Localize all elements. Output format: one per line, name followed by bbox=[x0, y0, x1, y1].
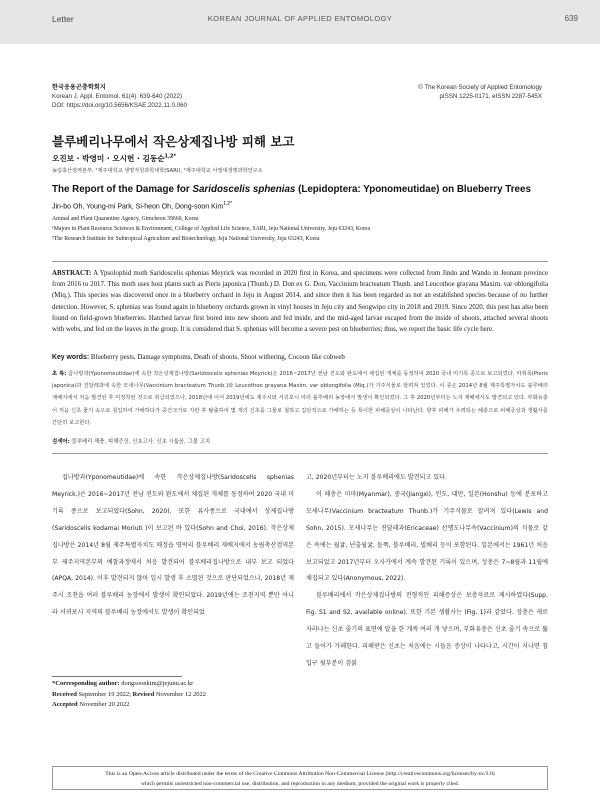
title-english-species: Saridoscelis sphenias bbox=[192, 184, 296, 195]
citation-block bbox=[52, 83, 187, 110]
issn: pISSN 1225-0171, eISSN 2287-545X bbox=[439, 93, 542, 100]
title-korean: 블루베리나무에서 작은상제집나방 피해 보고 bbox=[52, 134, 295, 149]
body-paragraph bbox=[306, 487, 548, 588]
title-english bbox=[52, 184, 531, 195]
affiliation-line: Animal and Plant Quarantine Agency, Gimcheon 39660, Korea bbox=[52, 216, 199, 222]
divider bbox=[52, 261, 548, 262]
accepted-date: November 20 2022 bbox=[79, 701, 130, 708]
keywords-korean-text: 블루베리 해충, 피해증상, 신초고사, 신초 시듦음, 그물 고치 bbox=[69, 439, 211, 445]
title-english-pre: The Report of the Damage for bbox=[52, 184, 193, 195]
authors-english bbox=[52, 201, 232, 210]
keywords-korean bbox=[52, 437, 210, 445]
body-paragraph-text: 블루베리에서 작은상제집나방의 전형적인 피해증상은 보충자료로 제시하였다(Supp. Fig. S1 and S2, available online). 또한 기본 생활사는 (Fig. 1)과 같았다. 성충은 새로 자라나는 신초 줄기의 표면에 알을 한 개씩 여러 개 낳으며, 부화유충은 신초 줄기 속으로 뚫고 들어가 가해한다. 피해받은 신초는 처음에는 시들음 증상이 나타나고, 시간이 지나면 침입구 윗부분이 검붉 bbox=[306, 592, 548, 667]
abstract-label: ABSTRACT: bbox=[52, 270, 92, 277]
body-paragraph-text: 집나방과(Yponomeutidae)에 속한 작은상제집나방(Saridoscelis sphenias Meyrick.)은 2016~2017년 전남 진도와 완도에서 채집된 개체를 동정하여 2020 국내 미기록 종으로 보고되었다(Sohn, 2020). 또한 유사종으로 국내에서 상제집나방(Saridoscelis kodamai Moriuti )이 보고된 바 있다(Sohn and Choi, 2016). 작은상제집나방은 2014년 8월 제주특별자치도 매정읍 영락리 블루베리 재배지에서 농림축산검역본부 제주지역본부의 예찰과정에서 처음 발견되어 블루베리집나방으로 내부 보고 되었다(APQA, 2014). 이후 발견되지 않아 일시 발생 후 소멸된 것으로 판단되었으나, 2018년 제주시 조천읍 여러 블루베리 농장에서 발생이 확인되었다. 2019년에는 조천지역 뿐만 아니라 서귀포시 지역의 블루베리 농장에서도 발생이 확인되었 bbox=[52, 474, 294, 617]
revised-label: Revised bbox=[132, 690, 155, 698]
received-label: Received bbox=[52, 690, 77, 698]
authors-english-sup: 1,2* bbox=[223, 201, 233, 207]
keywords-korean-label: 검색어: bbox=[52, 439, 70, 445]
body-column-left bbox=[52, 470, 294, 622]
keywords-text: Blueberry pests, Damage symptoms, Death of shoots, Shoot withering, Cocoon like cobweb bbox=[89, 354, 345, 361]
license-line: This is an Open-Access article distributed under the terms of the Creative Commons Attribution Non-Commercial License (http://creativecommons.org/licenses/by-nc/3.0) bbox=[105, 771, 495, 777]
journal-name: KOREAN JOURNAL OF APPLIED ENTOMOLOGY bbox=[207, 14, 393, 23]
corresponding-label: *Corresponding author: bbox=[52, 680, 120, 687]
authors-korean-names: 오진보 · 박영미 · 오시헌 · 김동순 bbox=[52, 154, 165, 163]
abstract-korean-label: 초 록: bbox=[52, 371, 67, 377]
affiliation-line: ²The Research Institute for Subtropical Agriculture and Biotechnology, Jeju National University, Jeju 63243, Korea bbox=[52, 236, 320, 242]
body-column-right bbox=[306, 470, 548, 673]
received-date: September 19 2022; bbox=[78, 690, 131, 698]
running-header bbox=[0, 0, 600, 44]
correspondence-block bbox=[52, 679, 206, 711]
abstract-text: A Ypsolophid moth Saridoscelis sphenias Meyrick was recorded in 2020 first in Korea, and specimens were collected from Jindo and Wando in Jeonam province from 2016 to 2017. This moth uses host plants such as Pieris japonica (Thunb.) D. Don ex G. Don, Vaccinium bracteatum Thunb. and Leucothoe grayana Maxim. var oblongifolia (Miq.). This species was discovered once in a blueberry orchard in Jeju in August 2014, and since then it has been regarded as not an established species because of no further detection. However, S. sphenias was found again in blueberry orchards grown in vinyl houses in Jeju city and Seogwipo city in 2018 and 2019. Since 2020, this pest has also been found on field-grown blueberries. Hatched larvae first bored into new shoots and fed inside, and the mid-aged larvae escaped from the inside of shoots, attached several shoots with webs, and fed on the leaves in the group. It is considered that S. sphenias will become a severe pest on blueberries; thus, we report the basic life cycle here. bbox=[52, 270, 548, 334]
title-english-post: (Lepidoptera: Yponomeutidae) on Blueberry Trees bbox=[295, 184, 531, 195]
body-paragraph bbox=[306, 470, 548, 487]
journal-name-korean: 한국응용곤충학회지 bbox=[52, 84, 106, 91]
footnote-rule bbox=[52, 676, 182, 677]
revised-date: November 12 2022 bbox=[155, 690, 206, 698]
accepted-label: Accepted bbox=[52, 701, 78, 708]
doi-link[interactable]: DOI: https://doi.org/10.5656/KSAE.2022.11.0.060 bbox=[52, 102, 188, 109]
license-line: which permits unrestricted non-commercial use, distribution, and reproduction in any medium, provided the original work is properly cited. bbox=[141, 781, 459, 787]
keywords bbox=[52, 354, 345, 361]
authors-korean bbox=[52, 153, 176, 164]
license-footer bbox=[52, 766, 548, 790]
affiliation-line: ¹Majors in Plant Resource Sciences & Environment, College of Applied Life Science, SARI, Jeju National University, Jeju 63243, Korea bbox=[52, 226, 371, 232]
article-type: Letter bbox=[52, 14, 74, 24]
authors-korean-sup: 1,2* bbox=[164, 153, 177, 160]
keywords-label: Key words: bbox=[52, 354, 90, 361]
body-paragraph-text: 이 해충은 미마(Myanmar), 중국(Jiangxi), 인도, 대만, 일본(Honshu) 등에 분포하고 모새나무(Vaccinium bracteatum Thunb.)가 기주식물로 알려져 있다(Lewis and Sohn, 2015). 모새나무는 진달래과(Ericaceae) 산앵도나무속(Vaccinium)의 식물로 같은 속에는 월귤, 넌출월귤, 들쭉, 블루베리, 빌베리 등이 포함된다. 일본에서는 1961년 처음 보고되었고 2017년부터 오사카에서 계속 발견된 기록이 있으며, 성충은 7~8월과 11월에 채집되고 있다(Anonymous, 2022). bbox=[306, 490, 548, 583]
affiliations-korean: 농림축산검역본부, ¹제주대학교 생명자원과학대학(SARI), ²제주대학교 아열대생명과학연구소 bbox=[52, 168, 263, 174]
affiliations-english bbox=[52, 214, 370, 244]
corresponding-email[interactable]: dongsoonkim@jejunu.ac.kr bbox=[121, 680, 194, 687]
copyright: © The Korean Society of Applied Entomology bbox=[418, 84, 542, 91]
page-number: 639 bbox=[564, 14, 578, 23]
body-paragraph bbox=[52, 470, 294, 622]
abstract bbox=[52, 268, 548, 335]
divider bbox=[52, 453, 548, 454]
abstract-korean-text: 곱나방과(Yponomeutidae)에 속한 작은상제집나방(Saridoscelis sphenias Meyrick)은 2016~2017년 전남 진도와 완도에서 채집된 개체를 동정하여 2020 국내 미기록 종으로 보고되었다. 마취목(Pieris japonica)과 진달래과에 속한 모새나무(Vaccinium bracteatum Thunb.)와 Leucothoe grayana Maxim. var oblongifolia (Miq.)가 기주식물로 알려져 있었다. 이 종은 2014년 8월 제주특별자치도 블루베리 재배지에서 처음 발견된 후 미정착된 것으로 취급되었으나, 2018년에 이어 2019년에도 제주시와 서귀포시 여러 블루베리 농장에서 발생이 확인되었다. 그 후 2020년부터는 노지 재배에서도 발견되고 있다. 부화유충이 처음 신초 줄기 속으로 침입하여 가해하다가 중간크기로 자란 후 탈출하여 몇 개의 신초를 그물로 철하고 집단적으로 가해하는 등 특이한 피해증상이 나타난다. 향후 피해가 우려되는 해충으로 피해증상과 생활사를 간단히 보고한다. bbox=[52, 371, 548, 426]
citation: Korean J. Appl. Entomol. 61(4): 639-640 (2022) bbox=[52, 93, 183, 100]
body-paragraph bbox=[306, 588, 548, 673]
copyright-block bbox=[418, 83, 542, 101]
abstract-korean bbox=[52, 368, 548, 429]
body-paragraph-text: 고, 2020년부터는 노지 블루베리에도 발견되고 있다. bbox=[306, 474, 447, 481]
authors-english-names: Jin-bo Oh, Young-mi Park, Si-heon Oh, Dong-soon Kim bbox=[52, 203, 224, 211]
